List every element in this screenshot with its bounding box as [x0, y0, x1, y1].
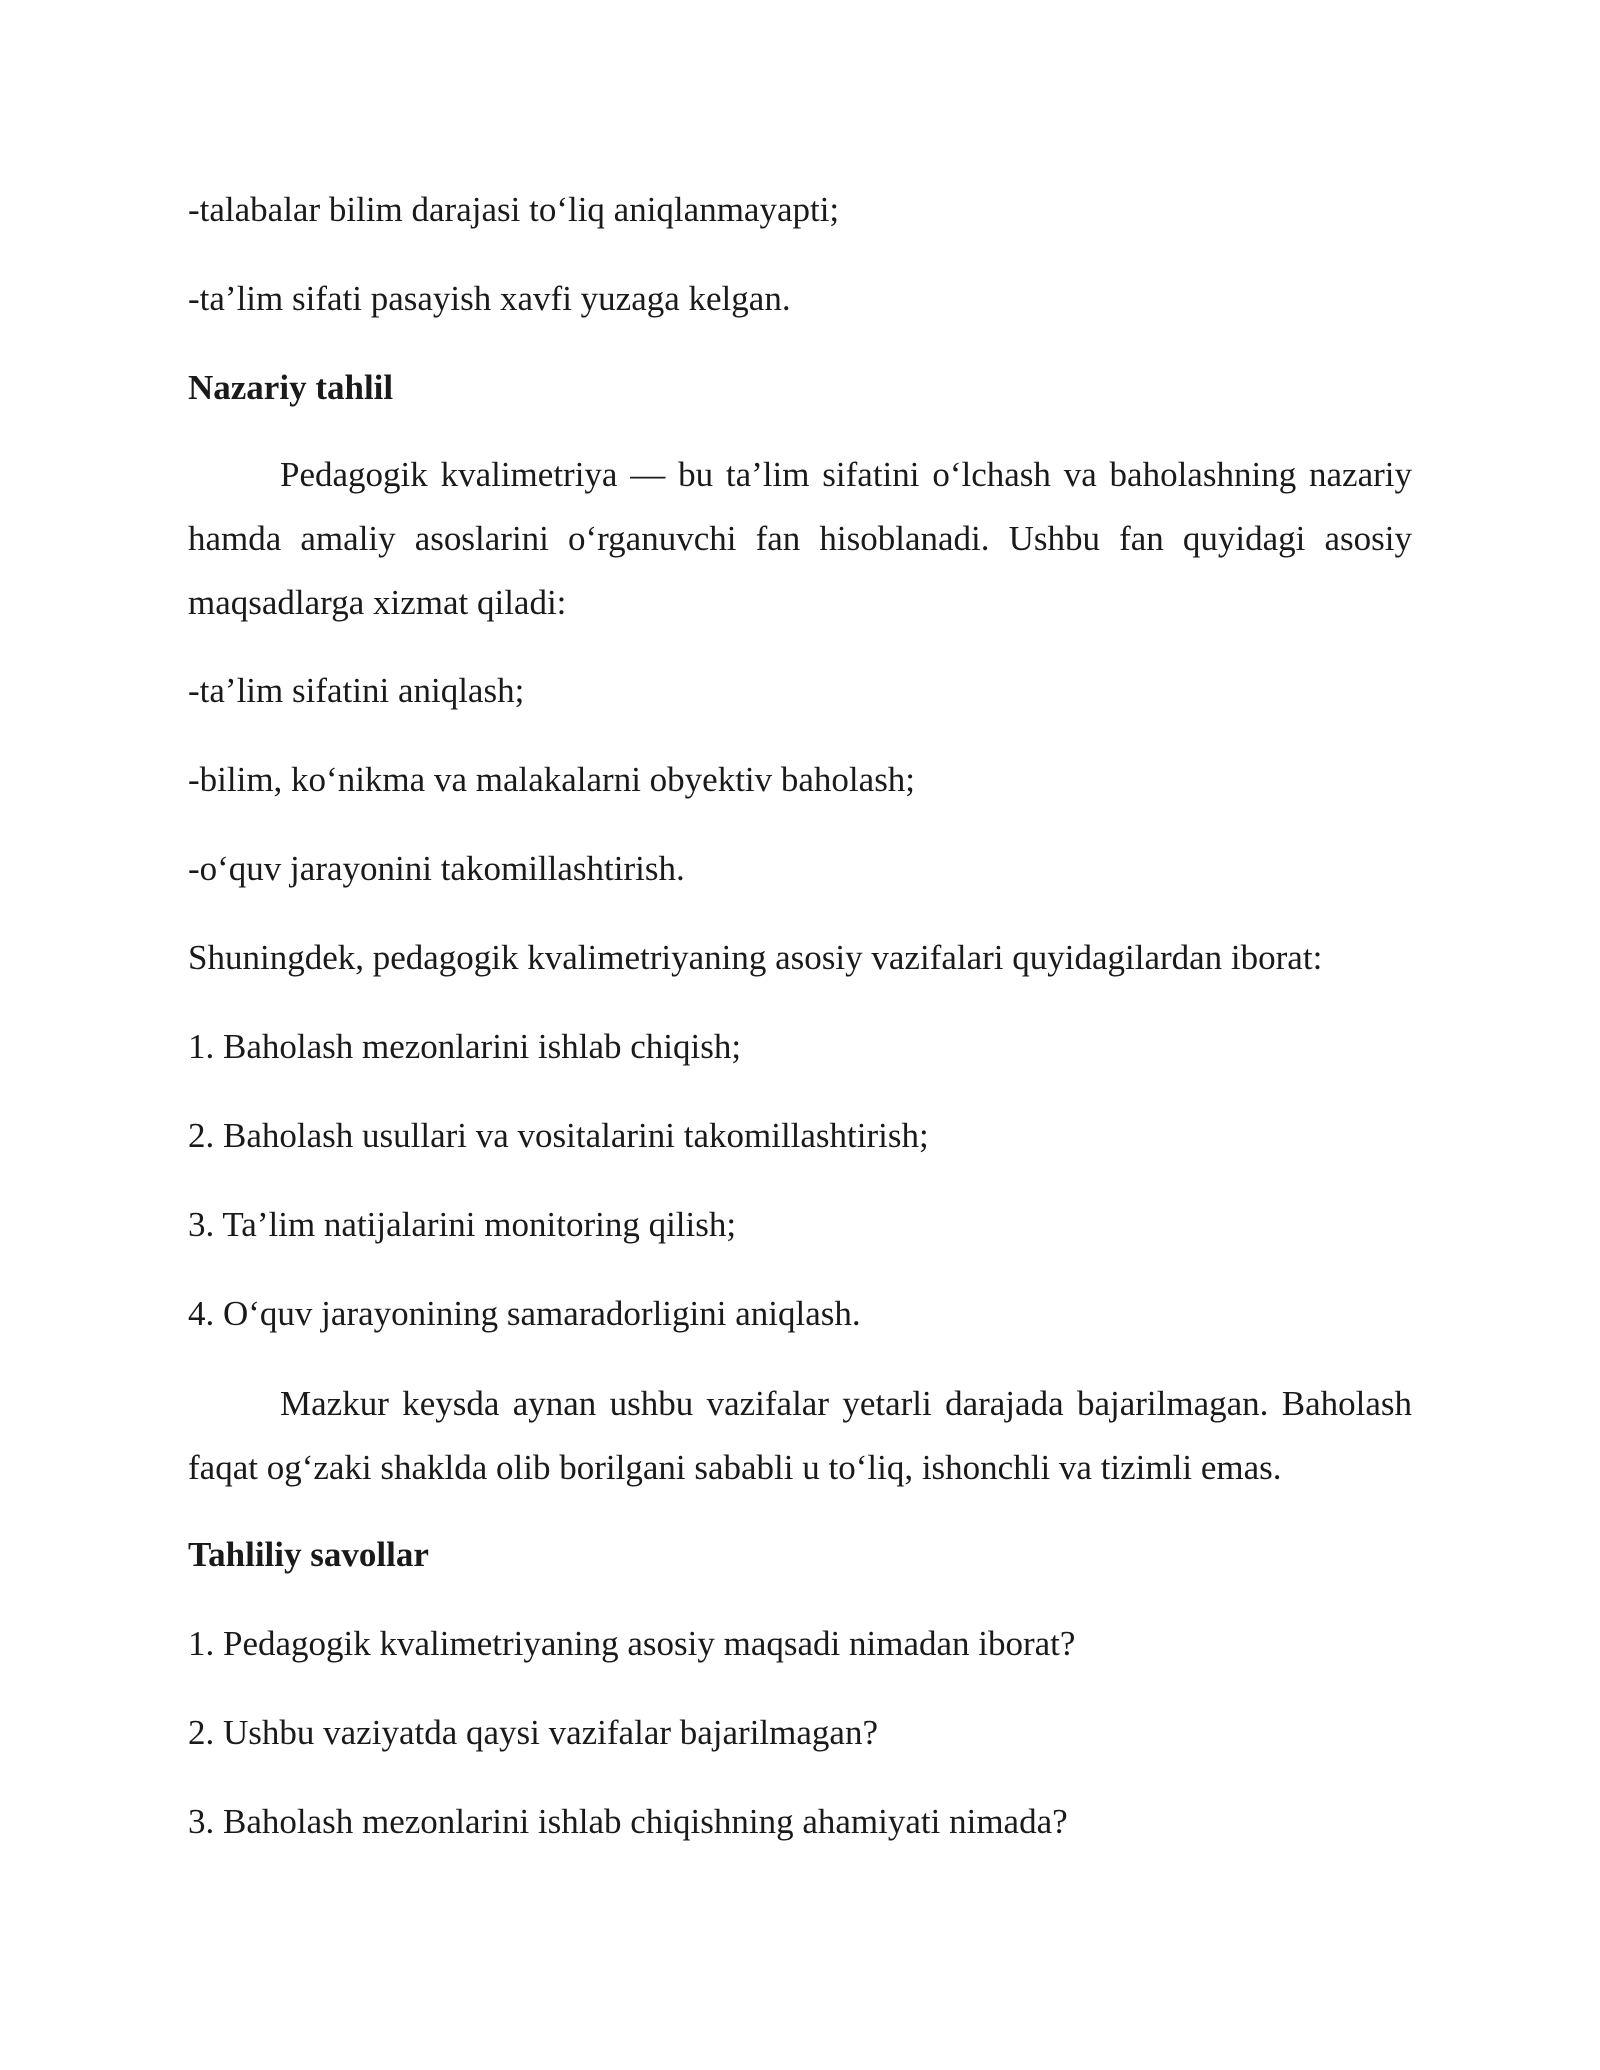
- question-item: 2. Ushbu vaziyatda qaysi vazifalar bajarilmagan?: [188, 1713, 878, 1752]
- bullet-item: -talabalar bilim darajasi to‘liq aniqlanmayapti;: [188, 190, 840, 229]
- task-item: 3. Ta’lim natijalarini monitoring qilish;: [188, 1205, 737, 1244]
- section-heading: Nazariy tahlil: [188, 368, 394, 407]
- task-item: 1. Baholash mezonlarini ishlab chiqish;: [188, 1027, 742, 1066]
- goal-item: -o‘quv jarayonini takomillashtirish.: [188, 849, 685, 888]
- question-item: 1. Pedagogik kvalimetriyaning asosiy maqsadi nimadan iborat?: [188, 1624, 1076, 1663]
- bullet-item: -ta’lim sifati pasayish xavfi yuzaga kelgan.: [188, 279, 791, 318]
- task-item: 4. O‘quv jarayonining samaradorligini aniqlash.: [188, 1294, 861, 1333]
- goal-item: -bilim, ko‘nikma va malakalarni obyektiv baholash;: [188, 760, 916, 799]
- tasks-intro: Shuningdek, pedagogik kvalimetriyaning asosiy vazifalari quyidagilardan iborat:: [188, 938, 1323, 977]
- paragraph: Mazkur keysda aynan ushbu vazifalar yetarli darajada bajarilmagan. Baholash faqat og‘zaki shaklda olib borilgani sababli u to‘liq, ishonchli va tizimli emas.: [188, 1384, 1412, 1487]
- section-heading: Tahliliy savollar: [188, 1535, 429, 1574]
- question-item: 3. Baholash mezonlarini ishlab chiqishning ahamiyati nimada?: [188, 1802, 1068, 1841]
- task-item: 2. Baholash usullari va vositalarini takomillashtirish;: [188, 1116, 929, 1155]
- goal-item: -ta’lim sifatini aniqlash;: [188, 671, 525, 710]
- paragraph: Pedagogik kvalimetriya — bu ta’lim sifatini o‘lchash va baholashning nazariy hamda amaliy asoslarini o‘rganuvchi fan hisoblanadi. Ushbu fan quyidagi asosiy maqsadlarga xizmat qiladi:: [188, 455, 1412, 622]
